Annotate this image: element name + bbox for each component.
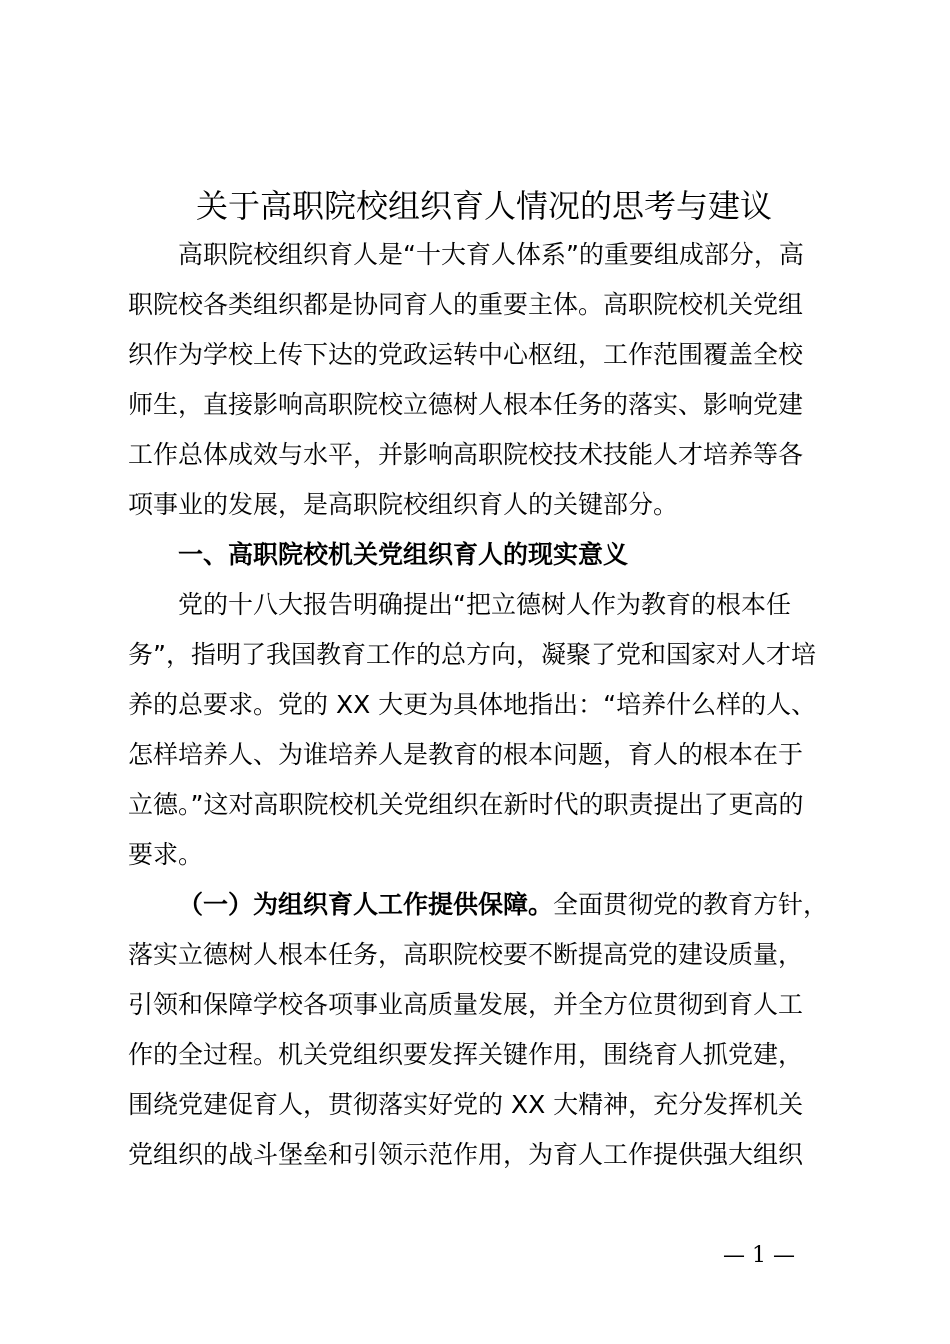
- paragraph-3-line-4: 作的全过程。机关党组织要发挥关键作用，围绕育人抓党建，: [128, 1040, 804, 1069]
- paragraph-3-line-3: 引领和保障学校各项事业高质量发展，并全方位贯彻到育人工: [128, 990, 804, 1019]
- paragraph-3-line-2: 落实立德树人根本任务，高职院校要不断提高党的建设质量，: [128, 940, 804, 969]
- document-title: 关于高职院校组织育人情况的思考与建议: [195, 187, 772, 225]
- paragraph-3-line-1-rest: 全面贯彻党的教育方针，: [553, 890, 829, 919]
- paragraph-3-line-1: [178, 880, 828, 930]
- paragraph-1-line-2: 职院校各类组织都是协同育人的重要主体。高职院校机关党组: [128, 290, 804, 319]
- paragraph-2-line-6: 要求。: [128, 840, 204, 869]
- paragraph-1-line-1: 高职院校组织育人是“十大育人体系”的重要组成部分，高: [178, 240, 804, 269]
- section-heading-1: 一、高职院校机关党组织育人的现实意义: [178, 540, 629, 569]
- paragraph-1-line-4: 师生，直接影响高职院校立德树人根本任务的落实、影响党建: [128, 390, 804, 419]
- paragraph-2-line-3: 养的总要求。党的 XX 大更为具体地指出：“培养什么样的人、: [128, 690, 817, 719]
- paragraph-2-line-2: 务”，指明了我国教育工作的总方向，凝聚了党和国家对人才培: [128, 640, 816, 669]
- paragraph-3-line-6: 党组织的战斗堡垒和引领示范作用，为育人工作提供强大组织: [128, 1140, 804, 1169]
- paragraph-3-line-5: 围绕党建促育人，贯彻落实好党的 XX 大精神，充分发挥机关: [128, 1090, 804, 1119]
- paragraph-1-line-3: 织作为学校上传下达的党政运转中心枢纽，工作范围覆盖全校: [128, 340, 804, 369]
- paragraph-2-line-5: 立德。”这对高职院校机关党组织在新时代的职责提出了更高的: [128, 790, 804, 819]
- paragraph-1-line-5: 工作总体成效与水平，并影响高职院校技术技能人才培养等各: [128, 440, 804, 469]
- paragraph-2-line-1: 党的十八大报告明确提出“把立德树人作为教育的根本任: [178, 590, 791, 619]
- paragraph-2-line-4: 怎样培养人、为谁培养人是教育的根本问题，育人的根本在于: [128, 740, 804, 769]
- subheading-1: （一）为组织育人工作提供保障。: [178, 890, 554, 919]
- page-number: — 1 —: [723, 1243, 795, 1268]
- paragraph-1-line-6: 项事业的发展，是高职院校组织育人的关键部分。: [128, 490, 679, 519]
